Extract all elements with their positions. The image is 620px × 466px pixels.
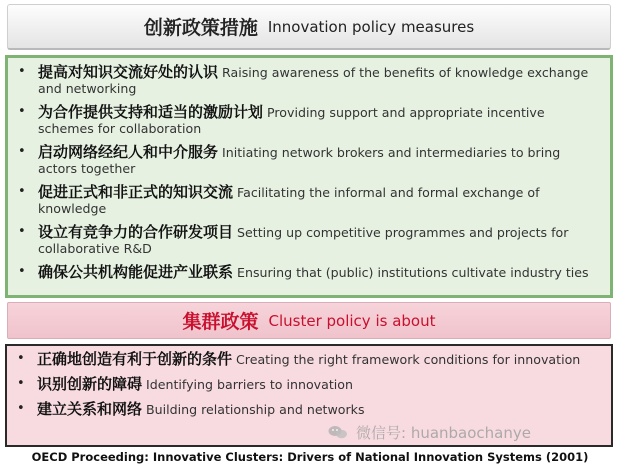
list-item (18, 264, 602, 281)
item-en: Initiating network brokers and intermediaries to bring actors together (38, 145, 561, 176)
item-en: Ensuring that (public) institutions cultivate industry ties (237, 265, 589, 280)
bullet: • (18, 64, 26, 79)
wechat-icon (328, 425, 348, 440)
section-title-zh: 创新政策措施 (143, 17, 258, 39)
item-zh: 设立有竞争力的合作研发项目 (38, 223, 234, 241)
item-en: Providing support and appropriate incentive schemes for collaboration (38, 105, 545, 136)
bullet: • (18, 144, 26, 159)
item-en: Raising awareness of the benefits of knowledge exchange and networking (38, 65, 589, 96)
item-zh: 正确地创造有利于创新的条件 (37, 350, 233, 368)
item-en: Setting up competitive programmes and projects for collaborative R&D (38, 225, 569, 256)
section-title-en: Innovation policy measures (267, 17, 475, 36)
list-item (18, 144, 602, 177)
bullet: • (18, 264, 26, 279)
list-item (18, 184, 602, 217)
item-zh: 识别创新的障碍 (37, 375, 143, 393)
item-zh: 建立关系和网络 (37, 400, 143, 418)
bullet: • (17, 401, 25, 416)
item-zh: 启动网络经纪人和中介服务 (38, 143, 219, 161)
item-en: Creating the right framework conditions for innovation (236, 352, 581, 367)
list-item (18, 104, 602, 137)
innovation-measures-list (5, 55, 613, 298)
watermark-text: 微信号: huanbaochanye (356, 424, 531, 442)
item-zh: 提高对知识交流好处的认识 (38, 63, 219, 81)
source-caption: OECD Proceeding: Innovative Clusters: Drivers of National Innovation Systems (2001) (31, 450, 589, 464)
item-en: Facilitating the informal and formal exchange of knowledge (38, 185, 540, 216)
bullet: • (17, 351, 25, 366)
item-zh: 确保公共机构能促进产业联系 (38, 263, 234, 281)
section-title-en: Cluster policy is about (268, 311, 436, 330)
section-title-innovation-policy (7, 4, 611, 50)
bullet: • (18, 104, 26, 119)
bullet: • (18, 184, 26, 199)
item-zh: 促进正式和非正式的知识交流 (38, 183, 234, 201)
list-item (18, 64, 602, 97)
item-zh: 为合作提供支持和适当的激励计划 (38, 103, 264, 121)
bullet: • (17, 376, 25, 391)
bullet: • (18, 224, 26, 239)
list-item (18, 224, 602, 257)
section-title-cluster-policy (7, 302, 611, 339)
list-item (17, 351, 603, 368)
list-item (17, 376, 603, 393)
item-en: Identifying barriers to innovation (146, 377, 353, 392)
list-item (17, 401, 603, 418)
section-title-zh: 集群政策 (182, 311, 259, 333)
item-en: Building relationship and networks (146, 402, 365, 417)
watermark (328, 422, 531, 443)
